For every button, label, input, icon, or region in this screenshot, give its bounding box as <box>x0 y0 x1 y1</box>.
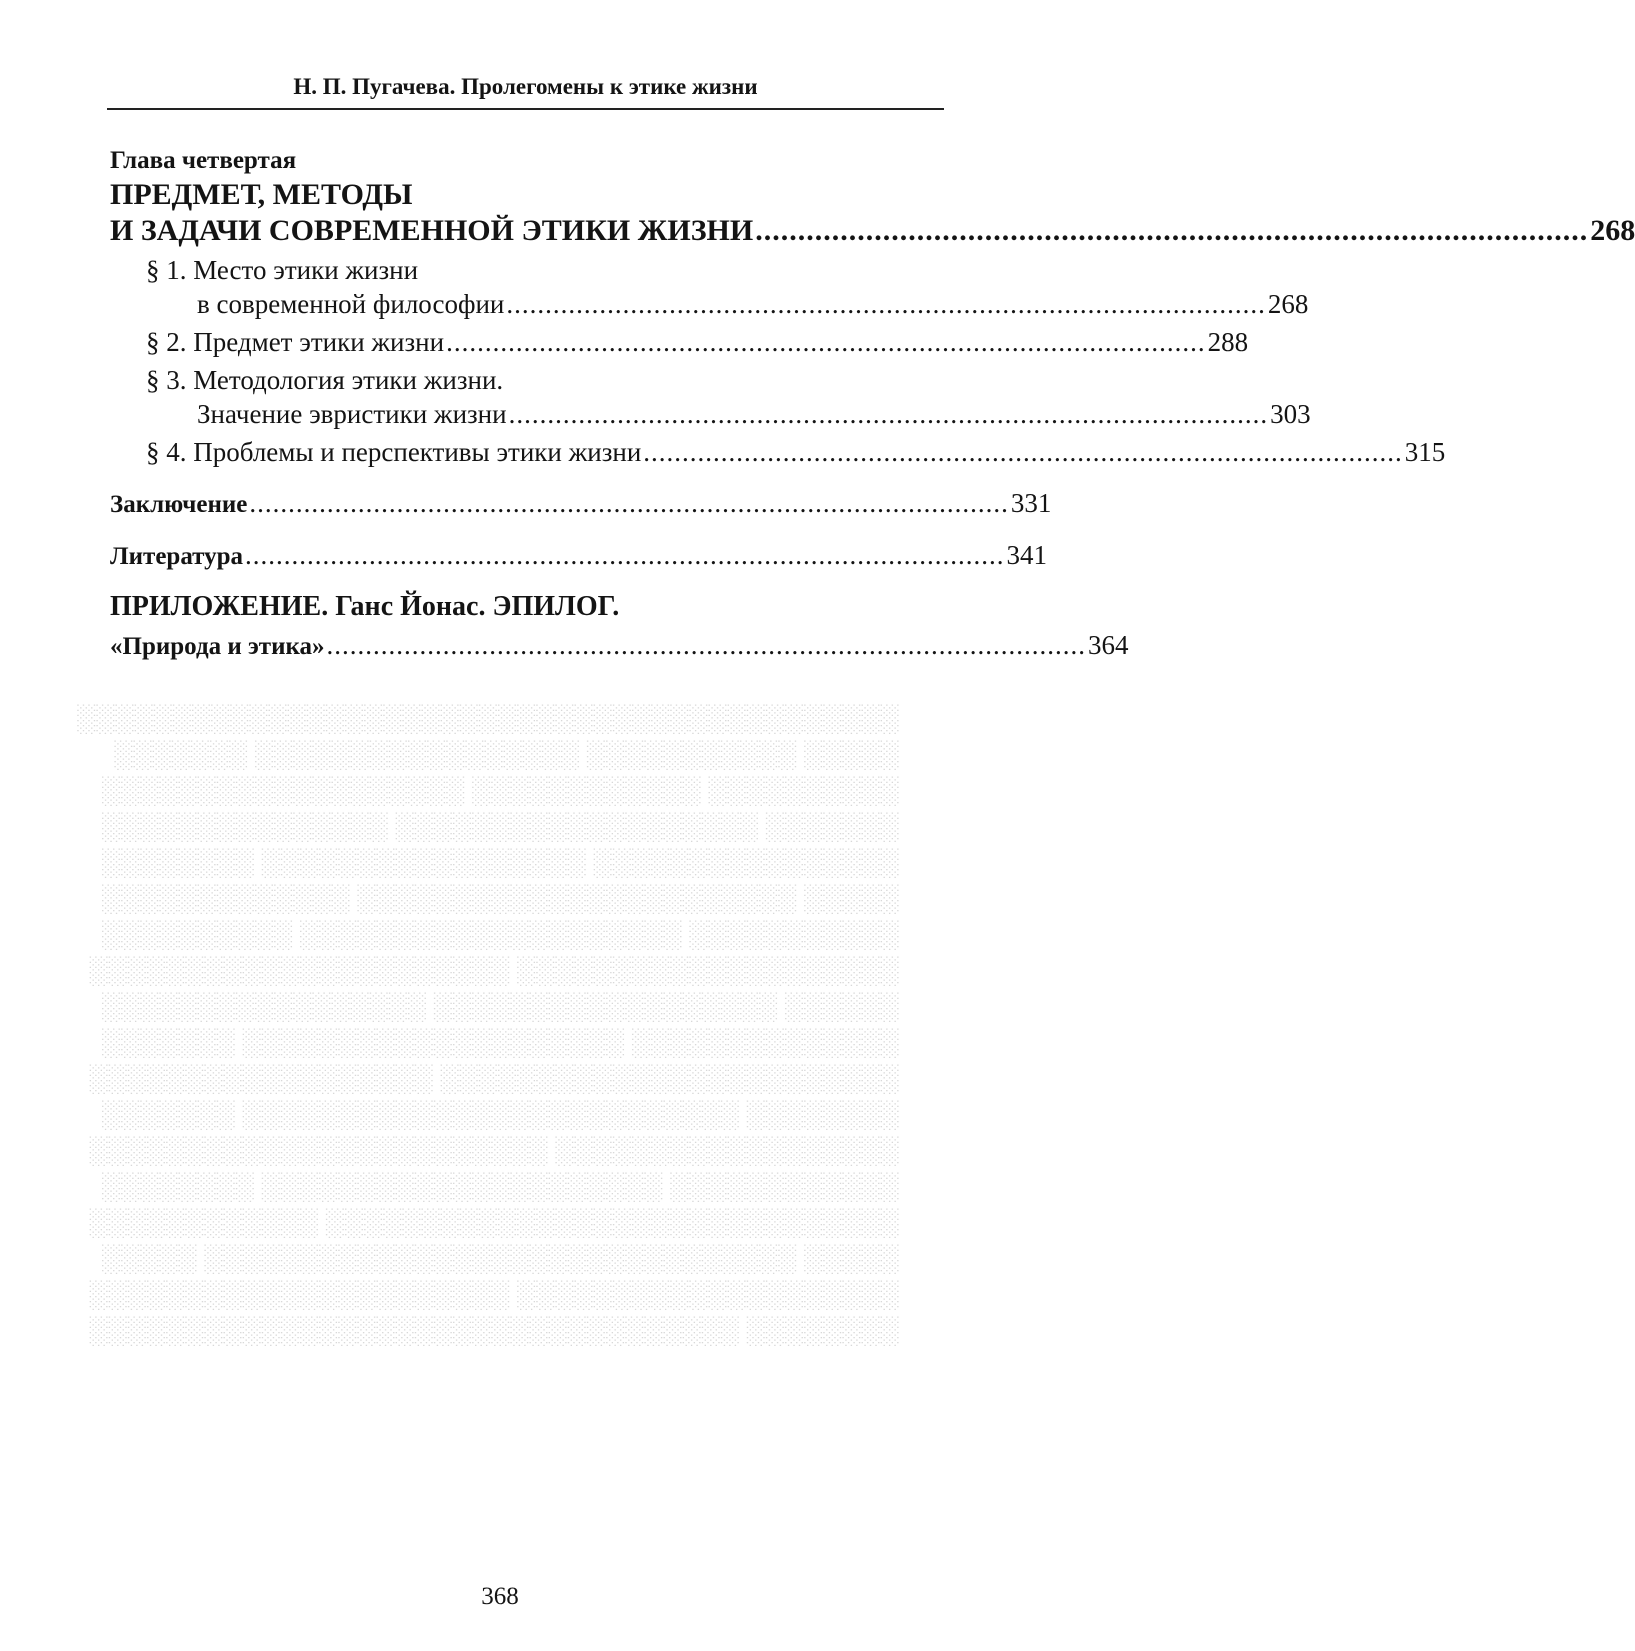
header-rule <box>107 108 944 110</box>
page-ref: 315 <box>1404 437 1446 467</box>
dot-leader: .................................................................................................. <box>245 540 1005 570</box>
bleed-through-texture: ░░░░░░░░░░░░░░░░░░░░░░░░░░░░░░░░░░░░░░░░░░░ ░░░░░ ░░░░░░░░░░░ ░░░░░░░░░░░░░░░░░ ░░░░░░░ ░░░░░░░░░░ ░░░░░░░░░░░░ ░░░░░░░░░░░░░░░░░░░ ░░░░░░░ ░░░░░░░░░░░░░░░░░░░ ░░░░░░░░░░░░░░░ ░░░░░░░░░░░░░░░░ ░░░░░░░░░░░░░░░░░ ░░░░░░░░ ░░░░░ ░░░░░░░░░░░░░░░░░░░░░░░ ░░░░░░░░░░░░░ ░░░░░░░░░░░ ░░░░░░░░░░░░░░░░░░░░ ░░░░░░░░░░ ░░░░░░░░░░░░░░░░░░░░ ░░░░░░░░░░░░░░░░░░░░░░ ░░░░░░ ░░░░░░░░░░░░░░░░░░ ░░░░░░░░░░░░░░░░░ ░░░░░░░░░░░░░░ ░░░░░░░░░░░░░░░░░░░░ ░░░░░░░ ░░░░░░░░░░░░░░░░░░░░░░░░ ░░░░░░░░░░░░░░░░░░ ░░░░░░░░ ░░░░░░░░░░░░░░░░░░░░░░░░░░ ░░░░░░░ ░░░░░░░░░░░░░░░░░░ ░░░░░░░░░░░░░░░░░░░░░░░░ ░░░░░░░░░░░░ ░░░░░░░░░░░░░░░░░░░░░ ░░░░░░░░ ░░░░░░░░░░░░░░░░░░░░░░░░░░░░░░ ░░░░░░░░░░░░ ░░░░░ ░░░░░░░░░░░░░░░░░░░░░░░░░░░░░░░ ░░░░░ ░░░░░░░░░░░░░░░░░░░░ ░░░░░░░░░░░░░░░░░░░░░░ ░░░░░░░░ ░░░░░░░░░░░░░░░░░░░░░░░░░░░░░░░░░░ <box>77 703 900 1345</box>
dot-leader: .................................................................................................. <box>643 437 1403 467</box>
chapter-title-line1: ПРЕДМЕТ, МЕТОДЫ <box>110 178 413 211</box>
section-number: § 4. <box>146 437 187 467</box>
toc-entry-section-1 <box>146 255 418 286</box>
dot-leader: .................................................................................................. <box>508 399 1269 429</box>
page-number: 368 <box>481 1583 519 1610</box>
toc-entry-appendix <box>110 630 1129 661</box>
page-ref: 364 <box>1088 630 1129 660</box>
appendix-subtitle: «Природа и этика» <box>110 633 325 660</box>
page-ref: 341 <box>1006 540 1048 570</box>
toc-entry-conclusion <box>110 488 1052 519</box>
section-title-line1: Методология этики жизни. <box>193 365 504 395</box>
toc-entry-section-3-cont <box>197 399 1311 430</box>
section-title-line2: Значение эвристики жизни <box>197 399 507 429</box>
section-title-line1: Место этики жизни <box>193 255 419 285</box>
section-title-line2: в современной философии <box>197 289 505 319</box>
toc-entry-section-2 <box>146 327 1249 358</box>
dot-leader: .................................................................................................. <box>446 327 1206 357</box>
page-ref: 268 <box>1267 289 1309 319</box>
running-header: Н. П. Пугачева. Пролегомены к этике жизни <box>293 74 758 99</box>
appendix-title: ПРИЛОЖЕНИЕ. Ганс Йонас. ЭПИЛОГ. <box>110 591 620 622</box>
section-title: Проблемы и перспективы этики жизни <box>193 437 642 467</box>
section-number: § 1. <box>146 255 187 285</box>
toc-entry-section-4 <box>146 437 1446 468</box>
dot-leader: .................................................................................................. <box>755 214 1589 247</box>
toc-entry-section-1-cont <box>197 289 1309 320</box>
page-ref: 331 <box>1010 488 1052 518</box>
toc-entry-literature <box>110 540 1048 571</box>
conclusion-label: Заключение <box>110 491 248 518</box>
toc-entry-chapter <box>110 214 1635 248</box>
dot-leader: .................................................................................................. <box>249 488 1009 518</box>
page-ref: 303 <box>1270 399 1311 429</box>
section-number: § 2. <box>146 327 187 357</box>
literature-label: Литература <box>110 543 244 570</box>
chapter-title-line2: И ЗАДАЧИ СОВРЕМЕННОЙ ЭТИКИ ЖИЗНИ <box>110 214 754 247</box>
page-ref: 268 <box>1590 214 1635 247</box>
dot-leader: .................................................................................................. <box>506 289 1266 319</box>
toc-entry-section-3 <box>146 365 503 396</box>
section-number: § 3. <box>146 365 187 395</box>
chapter-label: Глава четвертая <box>110 147 297 174</box>
page-ref: 288 <box>1207 327 1249 357</box>
section-title: Предмет этики жизни <box>193 327 445 357</box>
dot-leader: .................................................................................................. <box>326 630 1087 660</box>
